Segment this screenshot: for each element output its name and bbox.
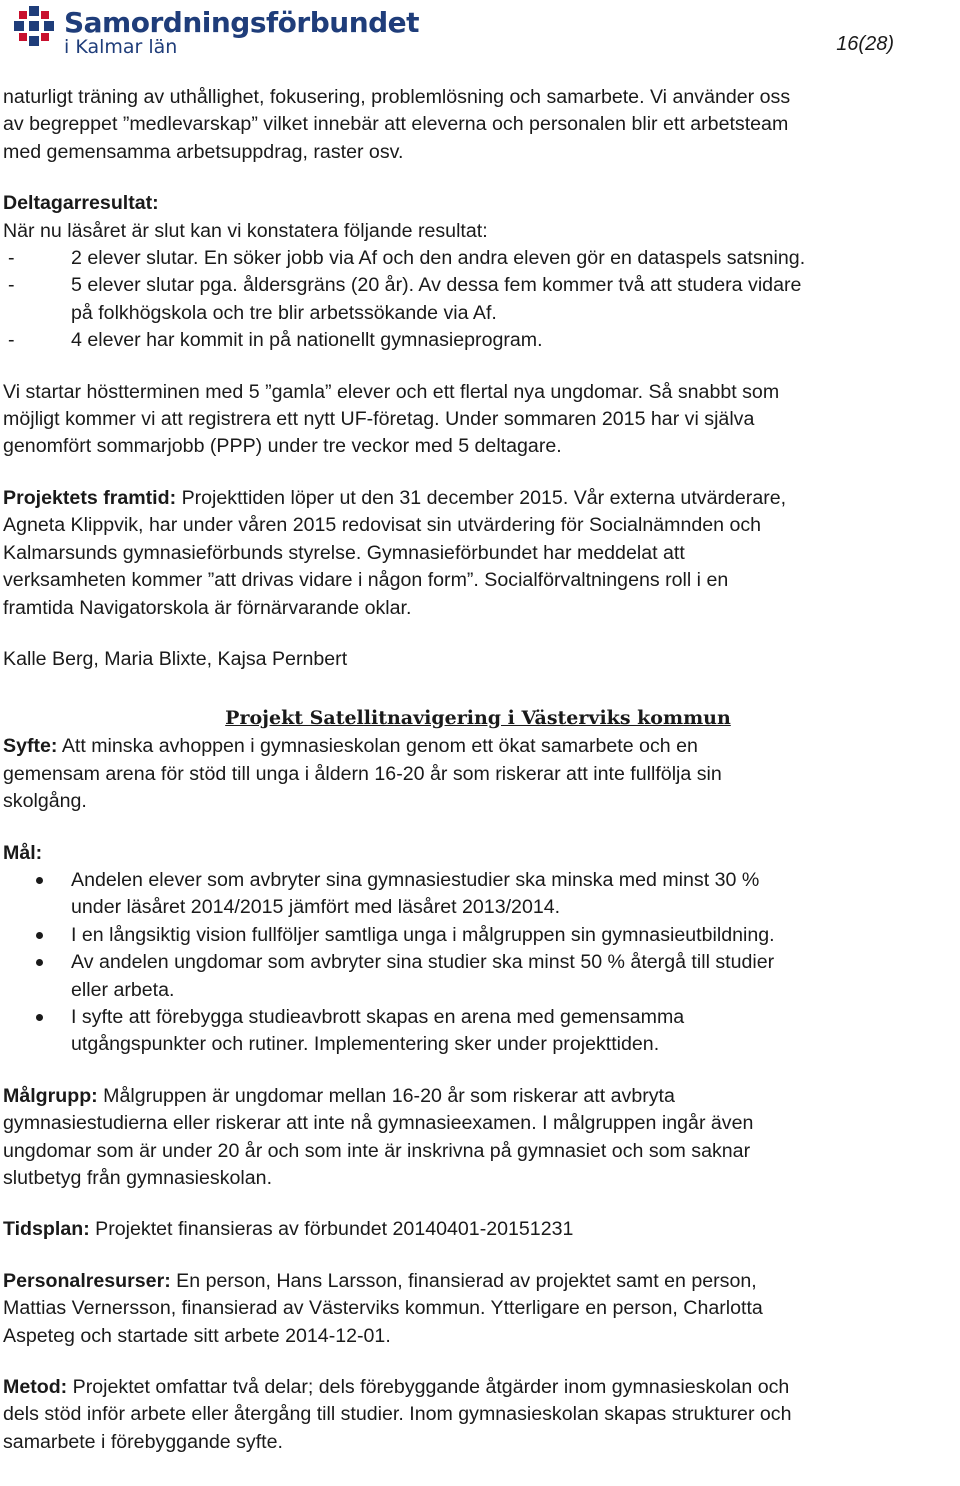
authors: Kalle Berg, Maria Blixte, Kajsa Pernbert (3, 647, 348, 670)
target-label: Målgrupp: (3, 1084, 98, 1107)
list-item-text: Av andelen ungdomar som avbryter sina studier ska minst 50 % återgå till studier (71, 951, 775, 974)
staff-label: Personalresurser: (3, 1269, 171, 1292)
list-item (3, 1004, 953, 1059)
schedule-text: Projektet finansieras av förbundet 20140401-20151231 (89, 1218, 574, 1241)
list-item-text: på folkhögskola och tre blir arbetssökande via Af. (71, 301, 497, 324)
staff-line: Mattias Vernersson, finansierad av Västerviks kommun. Ytterligare en person, Charlotta (3, 1297, 763, 1320)
future-text: Projekttiden löper ut den 31 december 2015. Vår externa utvärderare, (176, 486, 787, 509)
results-heading: Deltagarresultat: (3, 192, 159, 215)
purpose-text: Att minska avhoppen i gymnasieskolan genom ett ökat samarbete och en (57, 735, 698, 758)
future-label: Projektets framtid: (3, 486, 177, 509)
method-line (3, 1374, 953, 1401)
method-line: samarbete i förebyggande syfte. (3, 1430, 283, 1453)
organization-logo (14, 4, 420, 60)
list-item-text: I en långsiktig vision fullföljer samtliga unga i målgruppen sin gymnasieutbildning. (71, 923, 775, 946)
autumn-line: Vi startar höstterminen med 5 ”gamla” elever och ett flertal nya ungdomar. Så snabbt som (3, 380, 780, 403)
goals-list (3, 867, 953, 1059)
list-item (3, 327, 953, 354)
list-item (3, 867, 953, 922)
staff-line: Aspeteg och startade sitt arbete 2014-12-01. (3, 1324, 391, 1347)
target-line: slutbetyg från gymnasieskolan. (3, 1167, 273, 1189)
results-list (3, 245, 953, 355)
dash-marker: - (8, 247, 15, 270)
purpose-line (3, 733, 953, 760)
schedule-label: Tidsplan: (3, 1218, 90, 1241)
organization-region: i Kalmar län (64, 36, 178, 58)
purpose-label: Syfte: (3, 735, 58, 758)
purpose-line: skolgång. (3, 790, 87, 813)
list-item (3, 949, 953, 1004)
list-item-text: under läsåret 2014/2015 jämfört med läsåret 2013/2014. (71, 896, 561, 919)
autumn-line: genomfört sommarjobb (PPP) under tre veckor med 5 deltagare. (3, 435, 562, 458)
project-title: Projekt Satellitnavigering i Västerviks kommun (225, 707, 731, 730)
dash-marker: - (8, 329, 15, 352)
method-line: dels stöd inför arbete eller återgång till studier. Inom gymnasieskolan skapas strukturer och (3, 1403, 792, 1426)
method-label: Metod: (3, 1376, 68, 1399)
document-body (3, 84, 953, 1456)
staff-line (3, 1268, 953, 1295)
list-item-text: 2 elever slutar. En söker jobb via Af och den andra eleven gör en dataspels satsning. (71, 247, 806, 270)
page-number: 16(28) (836, 33, 894, 55)
future-line: Kalmarsunds gymnasieförbunds styrelse. Gymnasieförbundet har meddelat att (3, 541, 685, 564)
autumn-line: möjligt kommer vi att registrera ett nytt UF-företag. Under sommaren 2015 har vi själva (3, 408, 755, 431)
future-line: verksamheten kommer ”att drivas vidare i någon form”. Socialförvaltningens roll i en (3, 569, 729, 592)
list-item (3, 245, 953, 272)
list-item (3, 272, 953, 327)
bullet-icon (36, 932, 43, 939)
target-line: gymnasiestudierna eller riskerar att inte nå gymnasieexamen. I målgruppen ingår även (3, 1112, 754, 1135)
cross-pattern-logo-icon (14, 6, 54, 46)
future-line: framtida Navigatorskola är förnärvarande oklar. (3, 596, 412, 619)
results-lead: När nu läsåret är slut kan vi konstatera följande resultat: (3, 219, 488, 242)
schedule-line (3, 1216, 953, 1243)
method-text: Projektet omfattar två delar; dels förebyggande åtgärder inom gymnasieskolan och (67, 1376, 790, 1399)
list-item-text: utgångspunkter och rutiner. Implementering sker under projekttiden. (71, 1033, 660, 1056)
future-line: Agneta Klippvik, har under våren 2015 redovisat sin utvärdering för Socialnämnden och (3, 514, 762, 537)
intro-line: naturligt träning av uthållighet, fokusering, problemlösning och samarbete. Vi använder oss (3, 86, 791, 108)
target-text: Målgruppen är ungdomar mellan 16-20 år som riskerar att avbryta (97, 1084, 675, 1107)
list-item-text: eller arbeta. (71, 978, 175, 1001)
organization-name: Samordningsförbundet (64, 6, 420, 39)
intro-line: av begreppet ”medlevarskap” vilket innebär att eleverna och personalen blir ett arbetsteam (3, 113, 789, 136)
page-header (0, 0, 960, 70)
list-item-text: Andelen elever som avbryter sina gymnasiestudier ska minska med minst 30 % (71, 868, 760, 891)
list-item-text: I syfte att förebygga studieavbrott skapas en arena med gemensamma (71, 1005, 685, 1028)
target-line (3, 1083, 953, 1110)
target-line: ungdomar som är under 20 år och som inte är inskrivna på gymnasiet och som saknar (3, 1139, 751, 1162)
list-item-text: 5 elever slutar pga. åldersgräns (20 år). Av dessa fem kommer två att studera vidare (71, 274, 802, 297)
dash-marker: - (8, 274, 15, 297)
list-item (3, 922, 953, 949)
bullet-icon (36, 877, 43, 884)
future-paragraph-line (3, 485, 953, 512)
staff-text: En person, Hans Larsson, finansierad av projektet samt en person, (170, 1269, 757, 1292)
intro-line: med gemensamma arbetsuppdrag, raster osv. (3, 140, 404, 163)
goals-heading: Mål: (3, 841, 43, 864)
list-item-text: 4 elever har kommit in på nationellt gymnasieprogram. (71, 329, 543, 352)
bullet-icon (36, 1014, 43, 1021)
purpose-line: gemensam arena för stöd till unga i åldern 16-20 år som riskerar att inte fullfölja sin (3, 762, 722, 785)
bullet-icon (36, 959, 43, 966)
